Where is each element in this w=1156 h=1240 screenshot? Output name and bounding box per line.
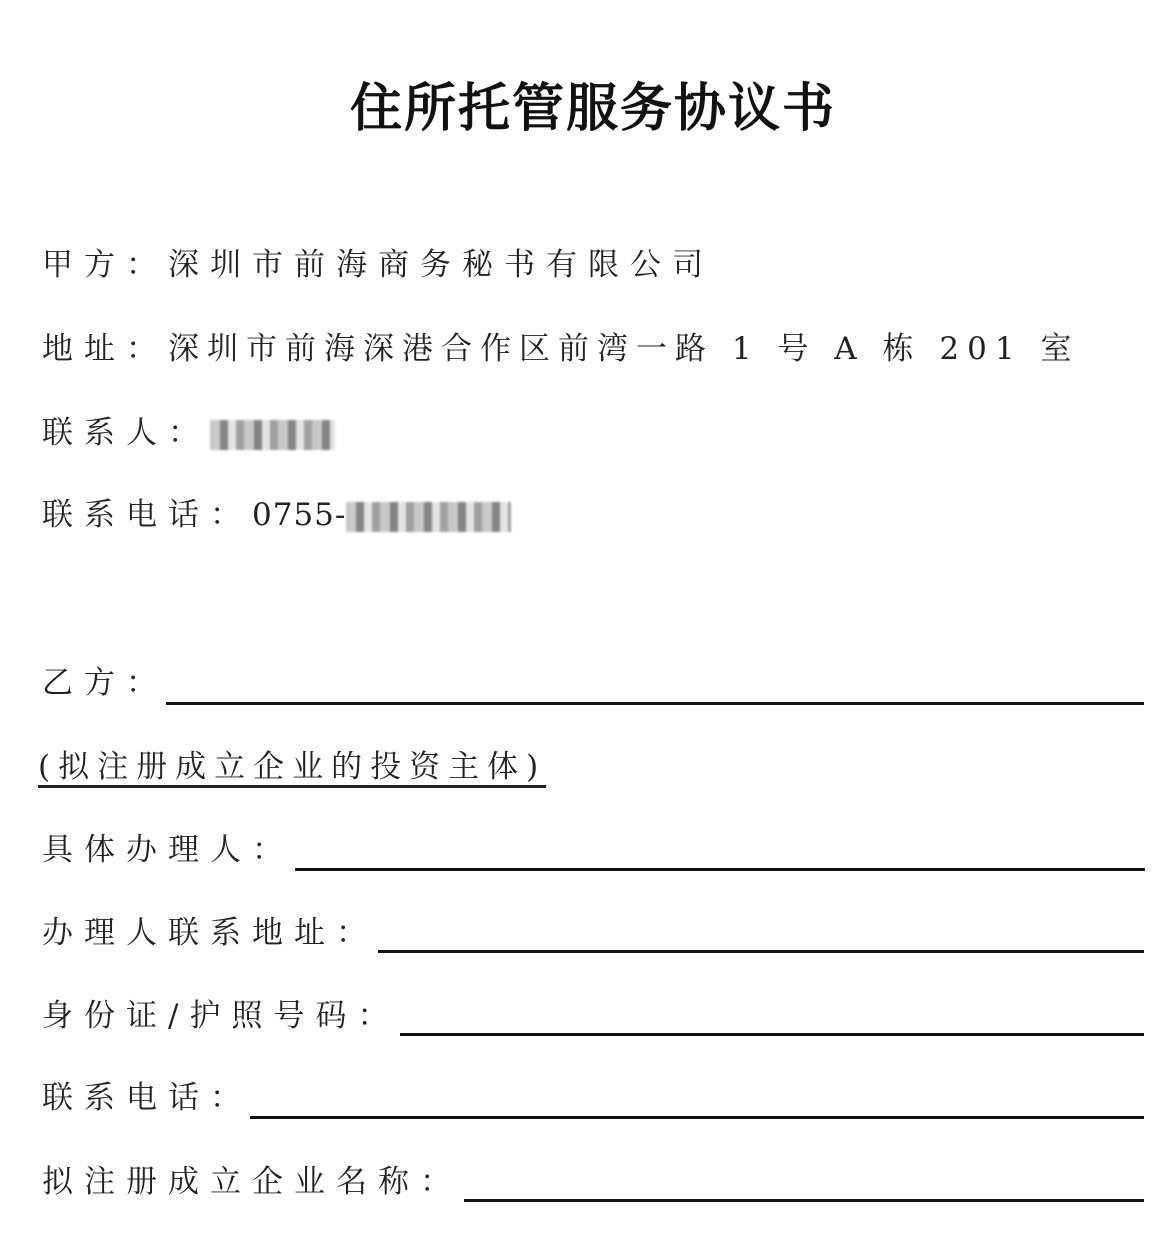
party-b-label: 乙方： (42, 665, 168, 701)
party-a-contact-line (42, 411, 335, 455)
field-id-line[interactable] (400, 1033, 1144, 1036)
field-phone-label: 联系电话： (42, 1080, 252, 1116)
field-handler-address-label: 办理人联系地址： (42, 915, 378, 951)
party-a-label: 甲方： (42, 247, 168, 283)
party-a-phone-line (42, 493, 511, 537)
contact-label: 联系人： (42, 415, 210, 451)
party-b-note: (拟注册成立企业的投资主体) (38, 749, 547, 785)
phone-prefix: 0755- (252, 497, 347, 533)
document-title: 住所托管服务协议书 (349, 79, 836, 139)
field-company-name-line[interactable] (464, 1199, 1144, 1202)
address-value: 深圳市前海深港合作区前湾一路 1 号 A 栋 201 室 (168, 331, 1080, 367)
field-id-label: 身份证/护照号码： (42, 998, 400, 1034)
field-handler-line[interactable] (295, 868, 1145, 871)
party-a-address-line (42, 327, 1079, 371)
field-phone-line[interactable] (250, 1116, 1144, 1119)
party-a-name: 深圳市前海商务秘书有限公司 (168, 247, 714, 283)
redacted-phone-number (346, 502, 511, 532)
party-b-fill-line[interactable] (166, 702, 1144, 705)
field-handler-label: 具体办理人： (42, 832, 294, 868)
party-a-line (42, 243, 714, 287)
field-company-name-label: 拟注册成立企业名称： (42, 1164, 462, 1200)
address-label: 地址： (42, 331, 168, 367)
field-handler-address-line[interactable] (378, 950, 1144, 953)
redacted-contact-name (210, 420, 335, 450)
phone-label: 联系电话： (42, 497, 252, 533)
